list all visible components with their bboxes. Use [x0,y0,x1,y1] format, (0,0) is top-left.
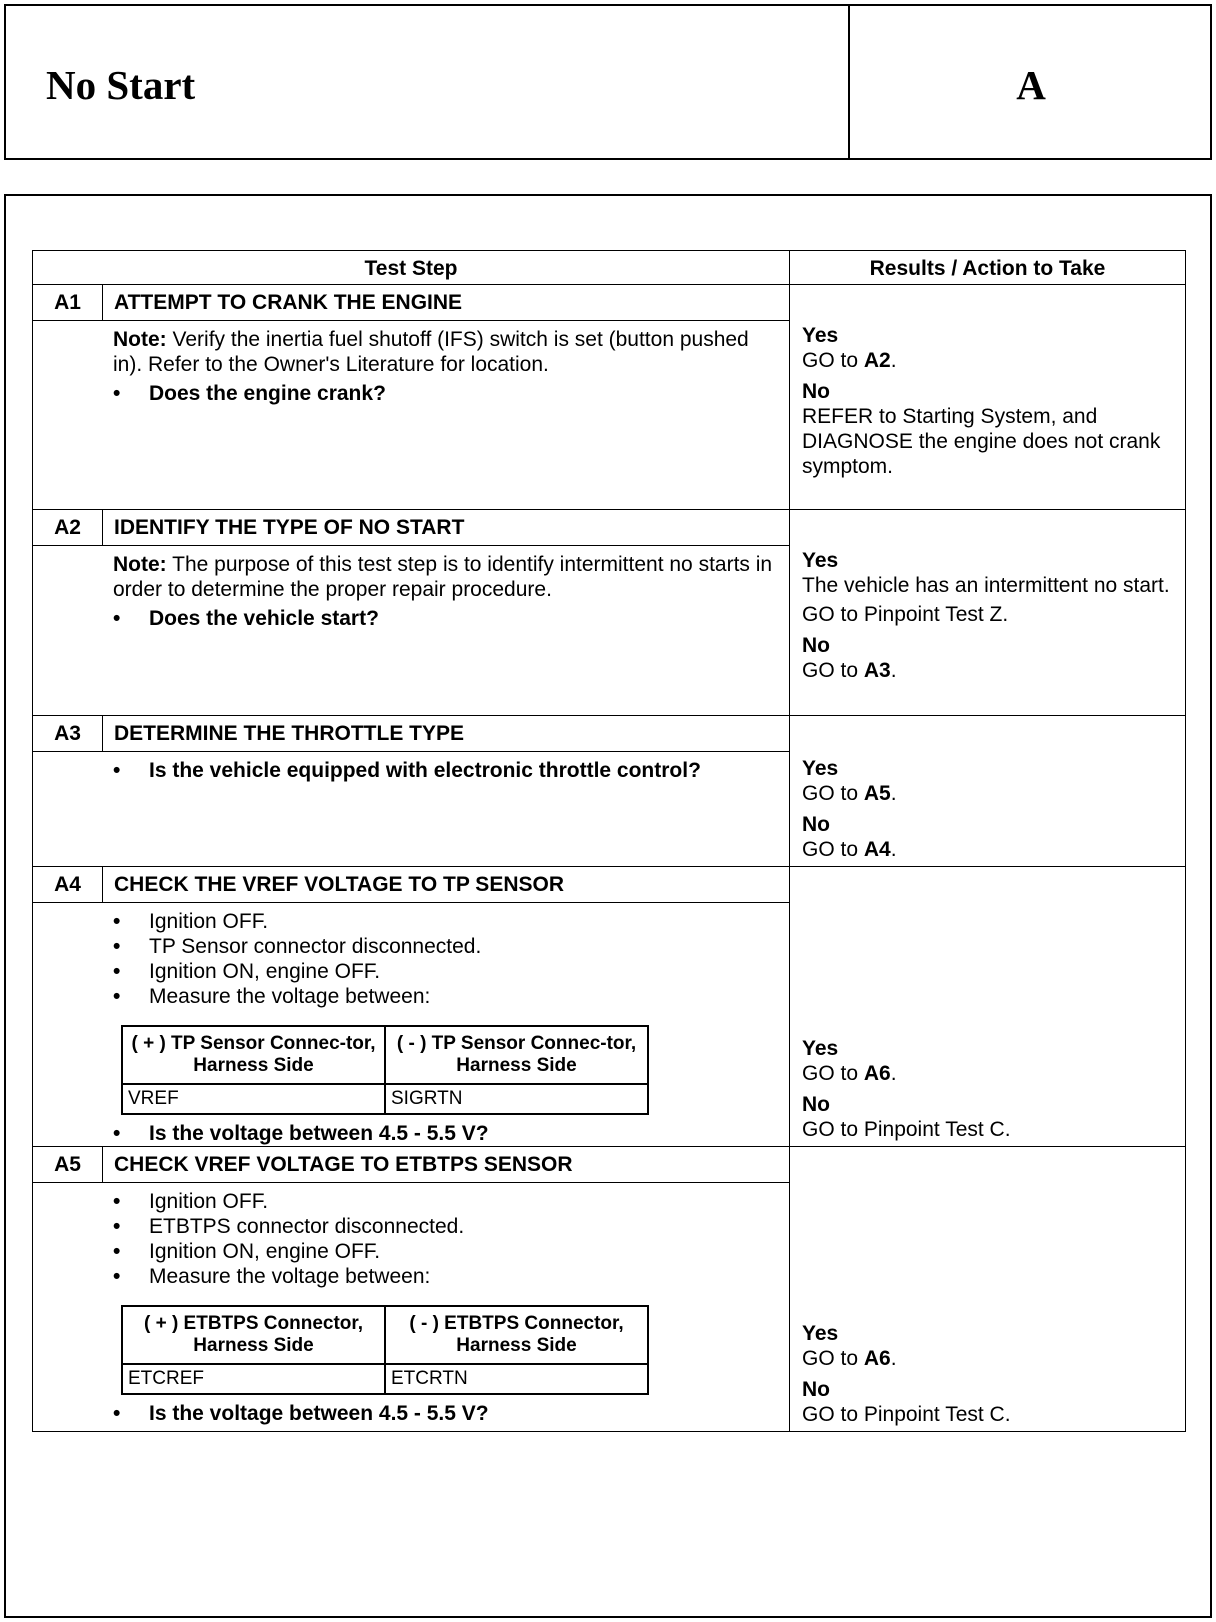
step-question: • Is the vehicle equipped with electronic throttle control? [113,758,777,783]
table-row [33,510,1185,716]
pinpoint-test-table [32,250,1186,1432]
negative-lead-header: ( - ) ETBTPS Connector, Harness Side [385,1306,648,1364]
step-instruction: • Measure the voltage between: [113,1264,777,1289]
negative-lead-header: ( - ) TP Sensor Connec-tor, Harness Side [385,1026,648,1084]
measurement-table [121,1305,649,1395]
step-instruction: • Measure the voltage between: [113,984,777,1009]
step-note: Note: The purpose of this test step is to identify intermittent no starts in order to determine the proper repair procedure. [113,553,773,601]
table-row [33,867,1185,1147]
step-title: CHECK VREF VOLTAGE TO ETBTPS SENSOR [114,1153,573,1176]
step-title: CHECK THE VREF VOLTAGE TO TP SENSOR [114,873,564,896]
table-header [33,251,1185,285]
section-letter: A [1016,62,1046,108]
step-id: A3 [33,716,103,751]
step-id: A2 [33,510,103,545]
result-no: No GO to A4. [802,813,897,861]
step-question: • Is the voltage between 4.5 - 5.5 V? [113,1121,777,1146]
negative-lead-value: ETCRTN [385,1364,648,1394]
page-header [4,4,1212,160]
step-instruction: • Ignition OFF. [113,1189,777,1214]
step-instruction: • ETBTPS connector disconnected. [113,1214,777,1239]
step-instruction: • Ignition ON, engine OFF. [113,959,777,984]
test-step-column-header: Test Step [33,251,790,284]
positive-lead-header: ( + ) ETBTPS Connector, Harness Side [122,1306,385,1364]
results-column-header: Results / Action to Take [869,257,1106,280]
result-yes: Yes GO to A2. [802,324,897,372]
positive-lead-value: ETCREF [122,1364,385,1394]
result-yes: Yes GO to A6. [802,1322,897,1370]
step-title: DETERMINE THE THROTTLE TYPE [114,722,465,745]
negative-lead-value: SIGRTN [385,1084,648,1114]
table-row [33,1147,1185,1431]
step-id: A5 [33,1147,103,1182]
step-instruction: • Ignition OFF. [113,909,777,934]
result-yes: Yes GO to A5. [802,757,897,805]
step-title: ATTEMPT TO CRANK THE ENGINE [114,291,463,314]
step-title: IDENTIFY THE TYPE OF NO START [114,516,465,539]
step-instruction: • Ignition ON, engine OFF. [113,1239,777,1264]
step-question: • Does the vehicle start? [113,606,777,631]
positive-lead-value: VREF [122,1084,385,1114]
result-no: No GO to Pinpoint Test C. [802,1093,1011,1141]
table-row [33,716,1185,867]
step-instruction: • TP Sensor connector disconnected. [113,934,777,959]
positive-lead-header: ( + ) TP Sensor Connec-tor, Harness Side [122,1026,385,1084]
result-no: No GO to Pinpoint Test C. [802,1378,1011,1426]
step-id: A4 [33,867,103,902]
step-question: • Does the engine crank? [113,381,777,406]
table-row [33,285,1185,510]
result-no: No REFER to Starting System, and DIAGNOSE the engine does not crank symptom. [802,380,1161,478]
result-yes: Yes The vehicle has an intermittent no start. GO to Pinpoint Test Z. [802,549,1170,626]
page-title: No Start [46,62,196,108]
step-id: A1 [33,285,103,320]
step-question: • Is the voltage between 4.5 - 5.5 V? [113,1401,777,1426]
result-yes: Yes GO to A6. [802,1037,897,1085]
step-note: Note: Verify the inertia fuel shutoff (IFS) switch is set (button pushed in). Refer to the Owner's Literature for location. [113,328,749,376]
result-no: No GO to A3. [802,634,897,682]
measurement-table [121,1025,649,1115]
